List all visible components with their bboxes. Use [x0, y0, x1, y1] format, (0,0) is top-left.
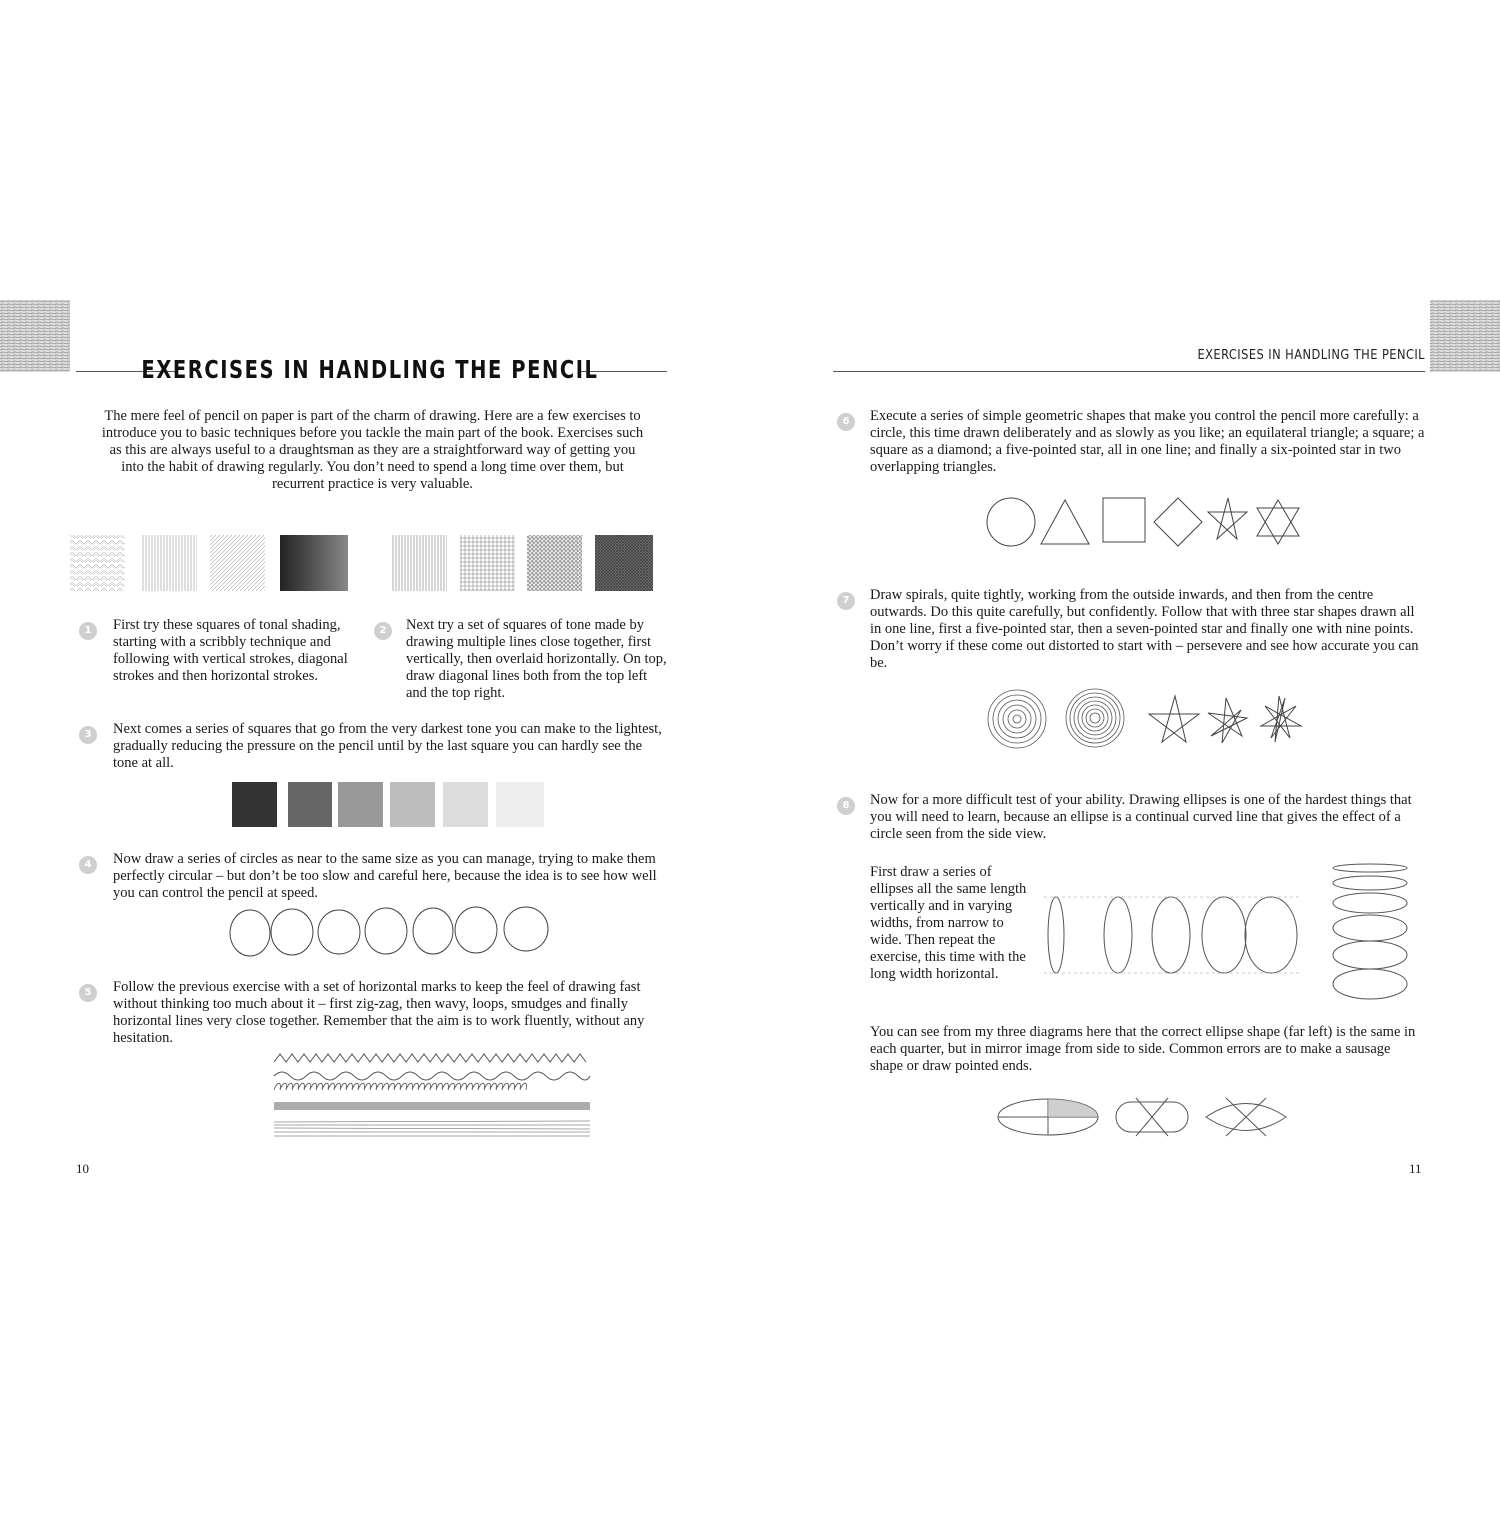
exercise-text-8: Now for a more difficult test of your ability. Drawing ellipses is one of the hardest things that you will need to learn, because an ellipse is a continual curved line that gives the effect of a circle seen from the side view.	[870, 792, 1412, 842]
exercise-text-1: First try these squares of tonal shading, starting with a scribbly technique and following with vertical strokes, diagonal strokes and then horizontal strokes.	[113, 617, 348, 684]
exercise-text-5: Follow the previous exercise with a set of horizontal marks to keep the feel of drawing fast without thinking too much about it – first zig-zag, then wavy, loops, smudges and finally horizontal lines very close together. Remember that the aim is to work fluently, without any hesitation.	[113, 979, 645, 1046]
vertical-ellipses-exercise	[1040, 893, 1302, 977]
exercise-text-4: Now draw a series of circles as near to the same size as you can manage, trying to make them perfectly circular – but don’t be too slow and careful here, because the idea is to see how well you can control the pencil at speed.	[113, 851, 657, 901]
running-head: EXERCISES IN HANDLING THE PENCIL	[1197, 348, 1425, 363]
exercise-number-7: 7	[837, 592, 855, 610]
horizontal-marks-exercise	[272, 1048, 592, 1140]
circles-exercise	[228, 903, 553, 961]
exercise-number-6: 6	[837, 413, 855, 431]
exercise-text-3: Next comes a series of squares that go from the very darkest tone you can make to the lightest, gradually reducing the pressure on the pencil until by the last square you can hardly see the tone at all.	[113, 721, 662, 771]
spirals-and-stars-exercise	[985, 688, 1310, 750]
exercise-number-4: 4	[79, 856, 97, 874]
tonal-shading-squares	[70, 533, 360, 593]
pencil-texture-corner-right	[1430, 300, 1500, 372]
horizontal-ellipses-exercise	[1330, 860, 1410, 1002]
exercise-number-5: 5	[79, 984, 97, 1002]
diagram-note: You can see from my three diagrams here that the correct ellipse shape (far left) is the same in each quarter, but in mirror image from side to side. Common errors are to make a sausage shape or draw pointed ends.	[870, 1024, 1416, 1074]
running-head-rule	[833, 371, 1425, 372]
exercise-text-6: Execute a series of simple geometric shapes that make you control the pencil more carefully: a circle, this time drawn deliberately and as slowly as you like; an equilateral triangle; a square; a square as a diamond; a five-pointed star, all in one line; and finally a six-pointed star in two overlapping triangles.	[870, 408, 1425, 475]
ellipse-note: First draw a series of ellipses all the same length vertically and in varying widths, from narrow to wide. Then repeat the exercise, this time with the long width horizontal.	[870, 864, 1027, 982]
ellipse-diagrams	[996, 1096, 1296, 1138]
intro-paragraph: The mere feel of pencil on paper is part of the charm of drawing. Here are a few exercises to introduce you to basic techniques before you tackle the main part of the book. Exercises such as this are always useful to a draughtsman as they are a straightforward way of getting you into the habit of drawing regularly. You don’t need to spend a long time over them, but recurrent practice is very valuable.	[101, 408, 644, 492]
line-tone-squares	[392, 533, 662, 593]
exercise-text-7: Draw spirals, quite tightly, working from the outside inwards, and then from the centre outwards. Do this quite carefully, but confidently. Follow that with three star shapes drawn all in one line, first a five-pointed star, then a seven-pointed star and finally one with nine points. Don’t worry if these come out distorted to start with – persevere and see how accurate you can be.	[870, 587, 1419, 671]
geometric-shapes-exercise	[985, 492, 1305, 550]
exercise-number-3: 3	[79, 726, 97, 744]
exercise-number-1: 1	[79, 622, 97, 640]
exercise-number-2: 2	[374, 622, 392, 640]
page-number-left: 10	[76, 1161, 89, 1176]
exercise-text-2: Next try a set of squares of tone made by drawing multiple lines close together, first vertically, then overlaid horizontally. On top, draw diagonal lines both from the top left and the top right.	[406, 617, 667, 701]
page-title: EXERCISES IN HANDLING THE PENCIL	[141, 355, 599, 384]
pencil-texture-corner-left	[0, 300, 70, 372]
dark-to-light-squares	[230, 780, 550, 830]
exercise-number-8: 8	[837, 797, 855, 815]
page-number-right: 11	[1409, 1161, 1422, 1176]
